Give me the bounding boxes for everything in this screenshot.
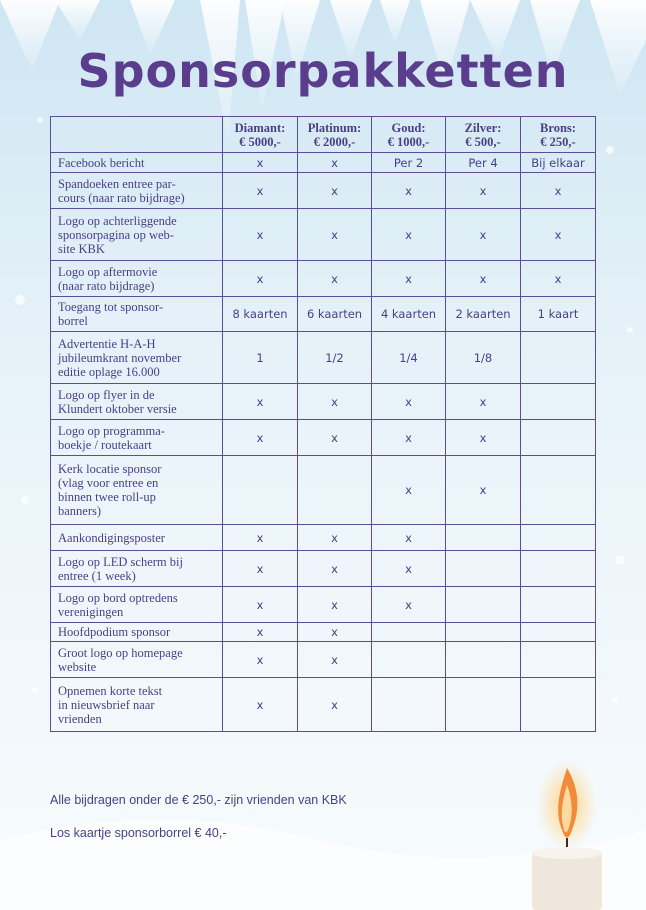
feature-cell: Toegang tot sponsor- borrel <box>51 297 223 332</box>
value-cell <box>521 384 596 420</box>
value-cell <box>521 623 596 642</box>
value-cell: x <box>223 153 298 173</box>
table-row <box>51 678 596 732</box>
package-header <box>372 117 446 153</box>
value-cell: x <box>223 642 298 678</box>
value-cell: x <box>372 173 446 209</box>
candle-illustration <box>522 760 612 910</box>
value-cell: 1 kaart <box>521 297 596 332</box>
value-cell: x <box>223 261 298 297</box>
value-cell: 8 kaarten <box>223 297 298 332</box>
sponsor-packages-table <box>50 116 596 732</box>
value-cell <box>372 623 446 642</box>
table-row <box>51 623 596 642</box>
value-cell: x <box>223 384 298 420</box>
value-cell: x <box>372 261 446 297</box>
value-cell: x <box>298 384 372 420</box>
value-cell <box>521 642 596 678</box>
value-cell: x <box>298 525 372 551</box>
package-header <box>446 117 521 153</box>
package-header <box>521 117 596 153</box>
package-price: € 5000,- <box>239 134 281 149</box>
value-cell: x <box>298 642 372 678</box>
value-cell <box>446 587 521 623</box>
value-cell: x <box>372 420 446 456</box>
package-price: € 1000,- <box>387 134 430 149</box>
value-cell <box>223 456 298 525</box>
table-row <box>51 332 596 384</box>
value-cell: x <box>223 587 298 623</box>
value-cell: x <box>298 420 372 456</box>
feature-cell: Hoofdpodium sponsor <box>51 623 223 642</box>
package-name: Goud: <box>391 120 426 135</box>
value-cell: x <box>446 384 521 420</box>
table-row <box>51 456 596 525</box>
feature-cell: Logo op bord optredens verenigingen <box>51 587 223 623</box>
value-cell: x <box>298 587 372 623</box>
value-cell: 1/4 <box>372 332 446 384</box>
value-cell: 1/8 <box>446 332 521 384</box>
feature-cell: Groot logo op homepage website <box>51 642 223 678</box>
value-cell <box>521 551 596 587</box>
table-row <box>51 173 596 209</box>
page-title: Sponsorpakketten <box>77 44 569 98</box>
value-cell: x <box>298 551 372 587</box>
value-cell: Per 4 <box>446 153 521 173</box>
value-cell: x <box>446 456 521 525</box>
value-cell: x <box>298 623 372 642</box>
value-cell: 1 <box>223 332 298 384</box>
header-row <box>51 117 596 153</box>
package-name: Zilver: <box>464 120 502 135</box>
value-cell: 1/2 <box>298 332 372 384</box>
table-row <box>51 153 596 173</box>
package-price: € 500,- <box>465 134 501 149</box>
package-name: Brons: <box>540 120 576 135</box>
value-cell <box>446 678 521 732</box>
value-cell <box>521 332 596 384</box>
feature-cell: Logo op LED scherm bij entree (1 week) <box>51 551 223 587</box>
value-cell: x <box>298 678 372 732</box>
value-cell <box>446 525 521 551</box>
feature-cell: Logo op programma- boekje / routekaart <box>51 420 223 456</box>
feature-cell: Facebook bericht <box>51 153 223 173</box>
package-name: Platinum: <box>307 120 362 135</box>
feature-cell: Aankondigingsposter <box>51 525 223 551</box>
table-row <box>51 261 596 297</box>
feature-cell: Logo op aftermovie (naar rato bijdrage) <box>51 261 223 297</box>
value-cell: x <box>521 173 596 209</box>
table-row <box>51 420 596 456</box>
table-row <box>51 384 596 420</box>
value-cell: x <box>446 261 521 297</box>
value-cell <box>521 456 596 525</box>
value-cell <box>298 456 372 525</box>
value-cell: x <box>298 153 372 173</box>
value-cell: x <box>372 209 446 261</box>
value-cell: Per 2 <box>372 153 446 173</box>
package-price: € 250,- <box>540 134 576 149</box>
header-corner <box>51 117 223 153</box>
value-cell: 2 kaarten <box>446 297 521 332</box>
feature-cell: Logo op flyer in de Klundert oktober versie <box>51 384 223 420</box>
feature-cell: Logo op achterliggende sponsorpagina op web- site KBK <box>51 209 223 261</box>
table-row <box>51 587 596 623</box>
value-cell: x <box>446 420 521 456</box>
package-header <box>223 117 298 153</box>
value-cell <box>521 420 596 456</box>
table-row <box>51 551 596 587</box>
value-cell: x <box>372 551 446 587</box>
value-cell: x <box>223 623 298 642</box>
feature-cell: Opnemen korte tekst in nieuwsbrief naar vrienden <box>51 678 223 732</box>
value-cell: x <box>298 261 372 297</box>
feature-cell: Advertentie H-A-H jubileumkrant november editie oplage 16.000 <box>51 332 223 384</box>
friends-note: Alle bijdragen onder de € 250,- zijn vrienden van KBK <box>50 793 347 807</box>
table-row <box>51 642 596 678</box>
feature-cell: Kerk locatie sponsor (vlag voor entree en binnen twee roll-up banners) <box>51 456 223 525</box>
value-cell: 6 kaarten <box>298 297 372 332</box>
package-header <box>298 117 372 153</box>
value-cell <box>446 623 521 642</box>
table-row <box>51 525 596 551</box>
value-cell: x <box>372 525 446 551</box>
value-cell: x <box>298 173 372 209</box>
value-cell: x <box>372 384 446 420</box>
value-cell: x <box>298 209 372 261</box>
value-cell: Bij elkaar <box>521 153 596 173</box>
table-row <box>51 209 596 261</box>
value-cell: x <box>223 420 298 456</box>
value-cell <box>446 551 521 587</box>
package-price: € 2000,- <box>313 134 356 149</box>
value-cell: x <box>372 587 446 623</box>
value-cell <box>372 642 446 678</box>
value-cell <box>446 642 521 678</box>
value-cell: x <box>446 173 521 209</box>
value-cell <box>521 525 596 551</box>
package-name: Diamant: <box>234 120 286 135</box>
value-cell: x <box>521 261 596 297</box>
value-cell: 4 kaarten <box>372 297 446 332</box>
value-cell: x <box>223 525 298 551</box>
value-cell <box>521 678 596 732</box>
value-cell <box>372 678 446 732</box>
value-cell: x <box>446 209 521 261</box>
ticket-price-note: Los kaartje sponsorborrel € 40,- <box>50 826 227 840</box>
value-cell: x <box>223 551 298 587</box>
value-cell: x <box>223 678 298 732</box>
value-cell: x <box>372 456 446 525</box>
table-row <box>51 297 596 332</box>
value-cell: x <box>223 173 298 209</box>
value-cell <box>521 587 596 623</box>
feature-cell: Spandoeken entree par- cours (naar rato bijdrage) <box>51 173 223 209</box>
value-cell: x <box>521 209 596 261</box>
value-cell: x <box>223 209 298 261</box>
